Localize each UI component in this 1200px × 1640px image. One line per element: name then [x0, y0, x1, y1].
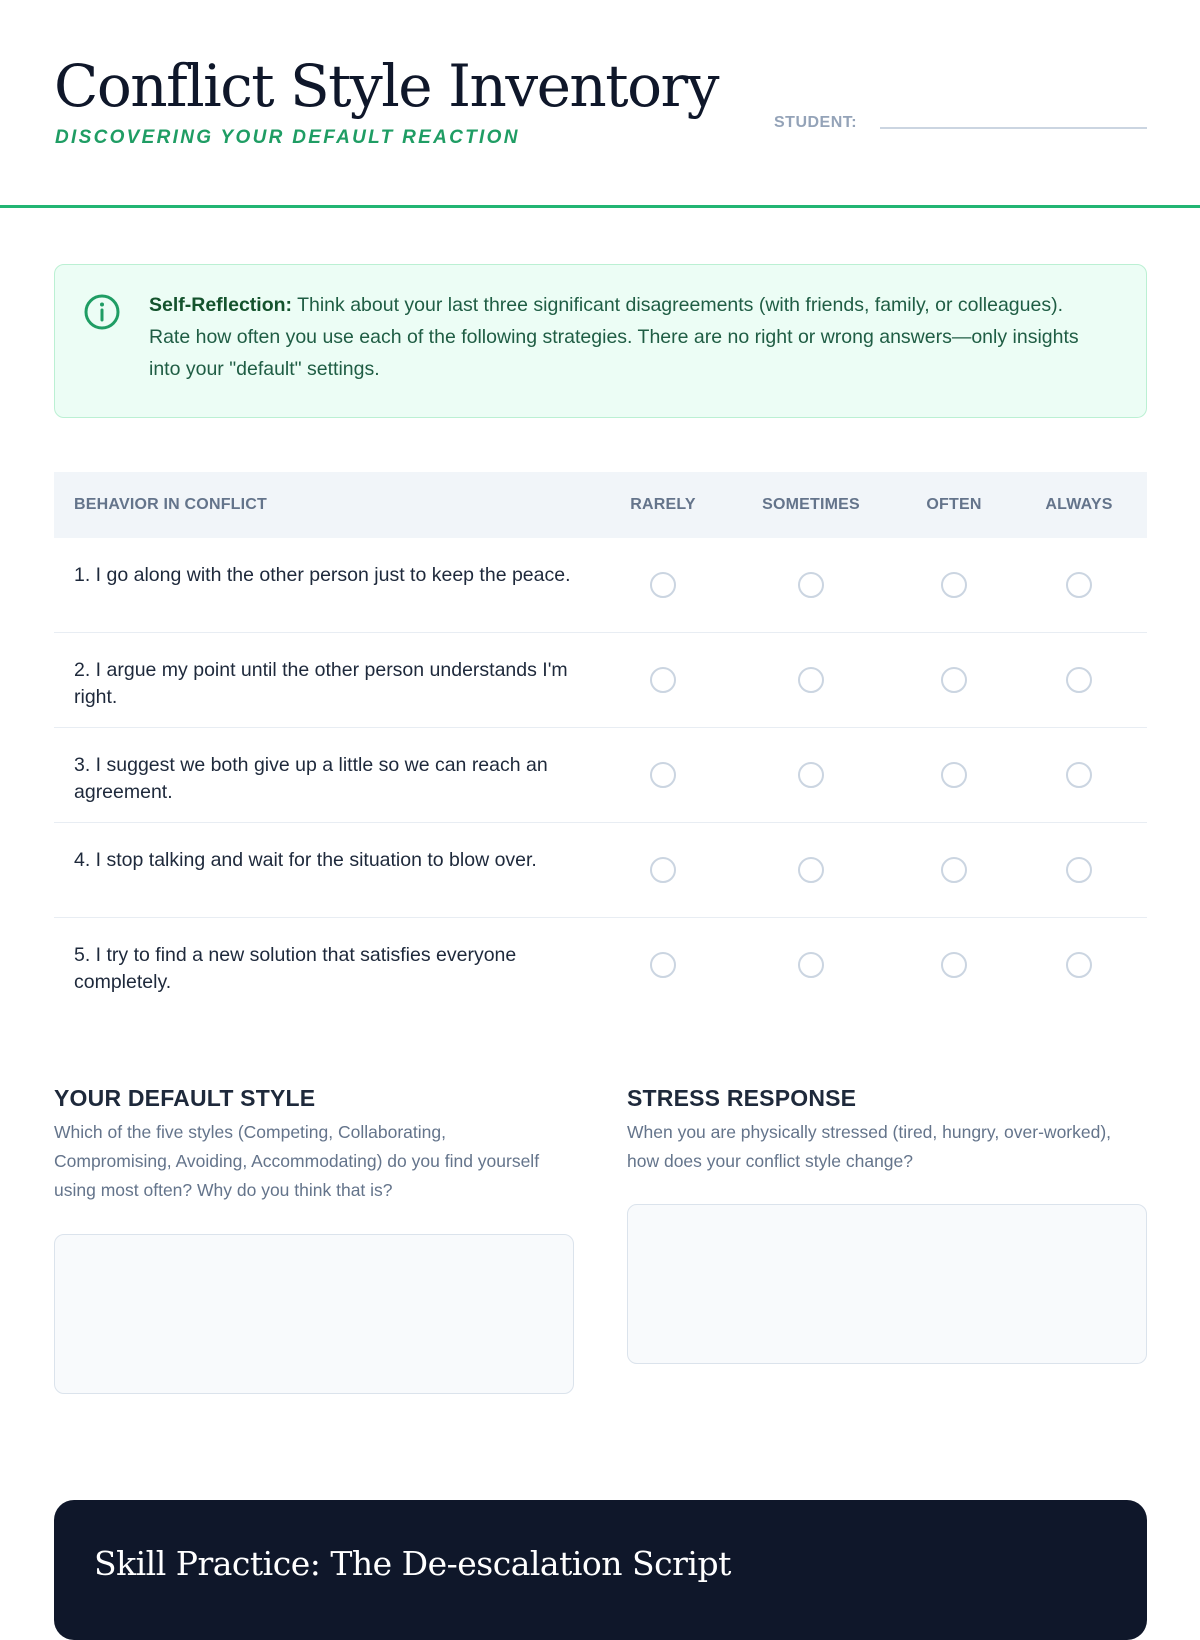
column-header-sometimes: SOMETIMES: [762, 496, 860, 513]
radio-sometimes[interactable]: [798, 667, 824, 693]
table-row: [54, 538, 1147, 633]
self-reflection-callout: [54, 264, 1147, 418]
radio-always[interactable]: [1066, 762, 1092, 788]
table-row: [54, 728, 1147, 823]
radio-rarely[interactable]: [650, 572, 676, 598]
radio-often[interactable]: [941, 762, 967, 788]
callout-body: Think about your last three significant disagreements (with friends, family, or colleagues). Rate how often you use each of the following strategies. There are no right or wrong answers—only insights into your "default" settings.: [149, 294, 1079, 380]
radio-often[interactable]: [941, 952, 967, 978]
stress-response-answer-box[interactable]: [627, 1204, 1147, 1364]
behavior-statement: 4. I stop talking and wait for the situation to blow over.: [74, 849, 537, 871]
page-subtitle: DISCOVERING YOUR DEFAULT REACTION: [55, 127, 520, 148]
radio-sometimes[interactable]: [798, 857, 824, 883]
radio-often[interactable]: [941, 572, 967, 598]
behavior-statement: 3. I suggest we both give up a little so we can reach an agreement.: [74, 754, 548, 803]
radio-rarely[interactable]: [650, 762, 676, 788]
column-header-always: ALWAYS: [1045, 496, 1113, 513]
radio-rarely[interactable]: [650, 952, 676, 978]
radio-sometimes[interactable]: [798, 952, 824, 978]
radio-often[interactable]: [941, 857, 967, 883]
column-header-often: OFTEN: [926, 496, 982, 513]
radio-sometimes[interactable]: [798, 572, 824, 598]
table-row: [54, 918, 1147, 1013]
radio-often[interactable]: [941, 667, 967, 693]
table-row: [54, 823, 1147, 918]
radio-always[interactable]: [1066, 952, 1092, 978]
callout-text: [149, 289, 1109, 385]
info-icon: [83, 293, 121, 331]
student-name-field[interactable]: [880, 127, 1147, 129]
default-style-answer-box[interactable]: [54, 1234, 574, 1394]
stress-response-title: STRESS RESPONSE: [627, 1085, 857, 1112]
behavior-rating-table: [54, 472, 1147, 1013]
table-header: [54, 472, 1147, 538]
page-title: Conflict Style Inventory: [54, 52, 718, 120]
behavior-statement: 5. I try to find a new solution that satisfies everyone completely.: [74, 944, 517, 993]
radio-always[interactable]: [1066, 572, 1092, 598]
radio-sometimes[interactable]: [798, 762, 824, 788]
default-style-title: YOUR DEFAULT STYLE: [54, 1085, 316, 1112]
behavior-statement: 2. I argue my point until the other person understands I'm right.: [74, 659, 568, 708]
skill-practice-card: [54, 1500, 1147, 1640]
behavior-statement: 1. I go along with the other person just to keep the peace.: [74, 564, 571, 586]
student-label: STUDENT:: [774, 114, 858, 131]
radio-rarely[interactable]: [650, 667, 676, 693]
callout-lead: Self-Reflection:: [149, 294, 293, 316]
table-row: [54, 633, 1147, 728]
radio-always[interactable]: [1066, 667, 1092, 693]
radio-rarely[interactable]: [650, 857, 676, 883]
column-header-rarely: RARELY: [630, 496, 696, 513]
column-header-behavior: BEHAVIOR IN CONFLICT: [74, 496, 268, 513]
radio-always[interactable]: [1066, 857, 1092, 883]
skill-practice-title: Skill Practice: The De-escalation Script: [94, 1544, 731, 1583]
page-header: [0, 0, 1200, 208]
stress-response-prompt: When you are physically stressed (tired, hungry, over-worked), how does your conflict style change?: [627, 1122, 1112, 1171]
default-style-prompt: Which of the five styles (Competing, Collaborating, Compromising, Avoiding, Accommodating) do you find yourself using most often? Why do you think that is?: [54, 1122, 540, 1200]
